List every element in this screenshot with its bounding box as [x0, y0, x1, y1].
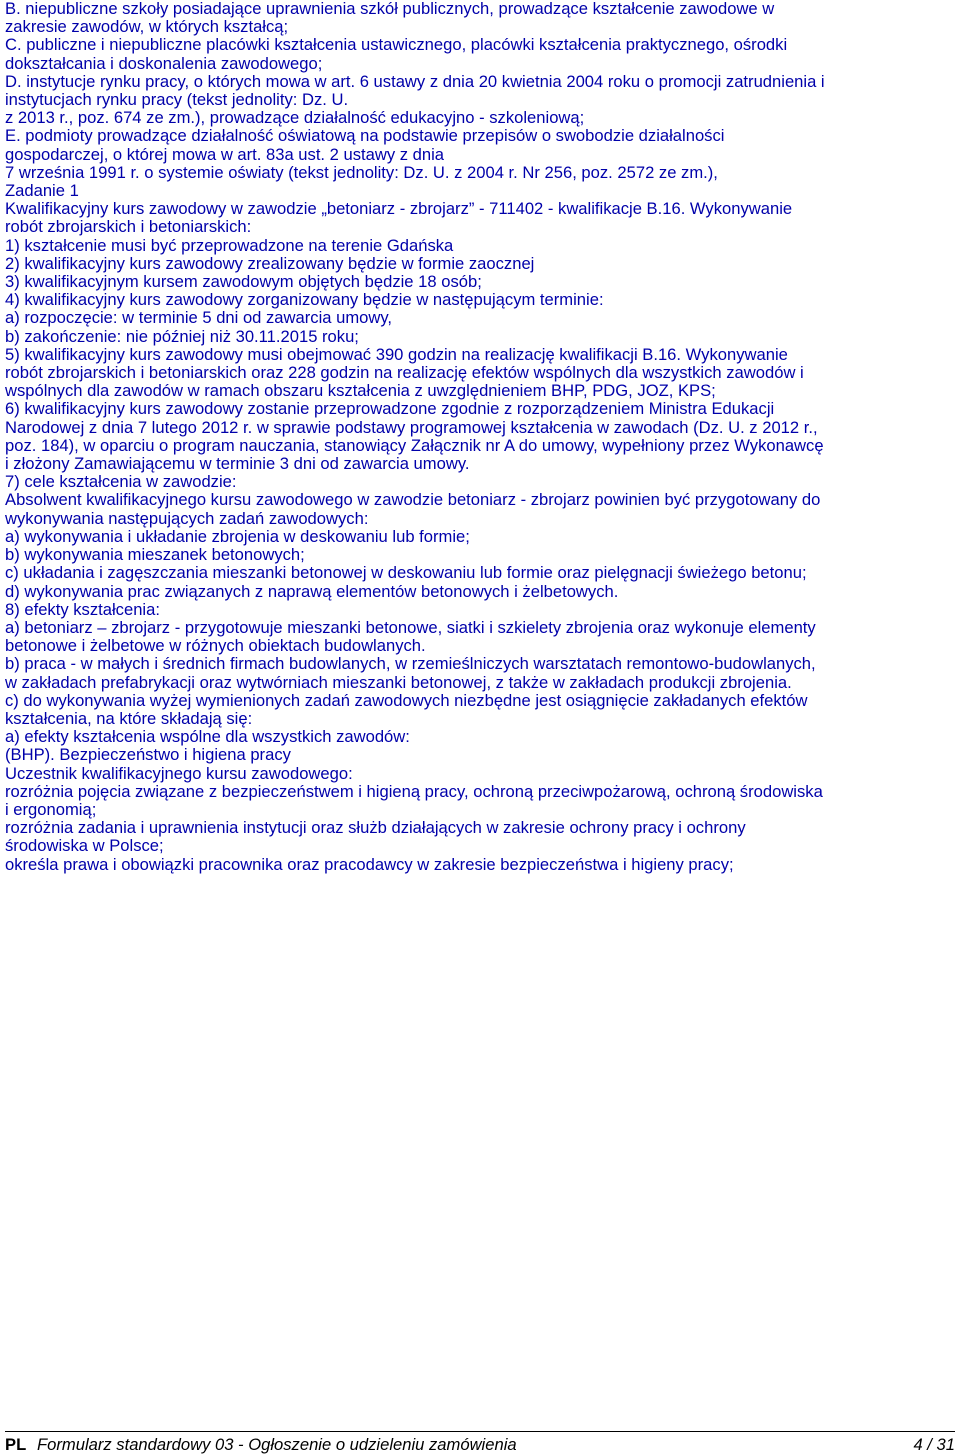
- document-line: wspólnych dla zawodów w ramach obszaru kształcenia z uwzględnieniem BHP, PDG, JOZ, KPS;: [5, 381, 716, 401]
- document-line: 8) efekty kształcenia:: [5, 599, 160, 619]
- document-line: b) zakończenie: nie później niż 30.11.2015 roku;: [5, 326, 359, 346]
- document-line: a) rozpoczęcie: w terminie 5 dni od zawarcia umowy,: [5, 308, 393, 328]
- footer-form-title: Formularz standardowy 03 - Ogłoszenie o udzieleniu zamówienia: [37, 1435, 517, 1454]
- document-line: robót zbrojarskich i betoniarskich:: [5, 217, 252, 237]
- document-line: b) praca - w małych i średnich firmach budowlanych, w rzemieślniczych warsztatach remontowo-budowlanych,: [5, 654, 816, 674]
- document-line: E. podmioty prowadzące działalność oświatową na podstawie przepisów o swobodzie działalności: [5, 126, 725, 146]
- document-line: a) wykonywania i układanie zbrojenia w deskowaniu lub formie;: [5, 526, 470, 546]
- document-line: B. niepubliczne szkoły posiadające uprawnienia szkół publicznych, prowadzące kształcenie zawodowe w: [5, 0, 775, 18]
- document-line: Absolwent kwalifikacyjnego kursu zawodowego w zawodzie betoniarz - zbrojarz powinien być przygotowany do: [5, 490, 821, 510]
- document-body: [5, 0, 955, 874]
- document-line: Uczestnik kwalifikacyjnego kursu zawodowego:: [5, 763, 353, 783]
- document-line: d) wykonywania prac związanych z naprawą elementów betonowych i żelbetowych.: [5, 581, 619, 601]
- document-line: 5) kwalifikacyjny kurs zawodowy musi obejmować 390 godzin na realizację kwalifikacji B.16. Wykonywanie: [5, 344, 788, 364]
- document-line: instytucjach rynku pracy (tekst jednolity: Dz. U.: [5, 90, 349, 110]
- document-line: c) do wykonywania wyżej wymienionych zadań zawodowych niezbędne jest osiągnięcie zakładanych efektów: [5, 690, 808, 710]
- document-line: D. instytucje rynku pracy, o których mowa w art. 6 ustawy z dnia 20 kwietnia 2004 roku o promocji zatrudnienia i: [5, 71, 825, 91]
- document-line: 6) kwalifikacyjny kurs zawodowy zostanie przeprowadzone zgodnie z rozporządzeniem Ministra Edukacji: [5, 399, 775, 419]
- footer-language-code: PL: [5, 1435, 27, 1454]
- document-line: 2) kwalifikacyjny kurs zawodowy zrealizowany będzie w formie zaocznej: [5, 253, 535, 273]
- document-line: Zadanie 1: [5, 181, 79, 201]
- footer-divider: [5, 1431, 955, 1432]
- document-line: robót zbrojarskich i betoniarskich oraz 228 godzin na realizację efektów wspólnych dla wszystkich zawodów i: [5, 363, 804, 383]
- document-line: i złożony Zamawiającemu w terminie 3 dni od zawarcia umowy.: [5, 454, 470, 474]
- document-line: betonowe i żelbetowe w różnych obiektach budowlanych.: [5, 636, 426, 656]
- document-line: poz. 184), w oparciu o program nauczania, stanowiący Załącznik nr A do umowy, wypełniony przez Wykonawcę: [5, 435, 824, 455]
- document-line: określa prawa i obowiązki pracownika oraz pracodawcy w zakresie bezpieczeństwa i higieny pracy;: [5, 854, 734, 874]
- document-line: środowiska w Polsce;: [5, 836, 164, 856]
- document-line: gospodarczej, o której mowa w art. 83a ust. 2 ustawy z dnia: [5, 144, 445, 164]
- document-line: rozróżnia pojęcia związane z bezpieczeństwem i higieną pracy, ochroną przeciwpożarową, ochroną środowiska: [5, 781, 823, 801]
- document-line: 4) kwalifikacyjny kurs zawodowy zorganizowany będzie w następującym terminie:: [5, 290, 604, 310]
- page-footer: [5, 1436, 955, 1454]
- document-line: i ergonomią;: [5, 799, 97, 819]
- document-line: 7) cele kształcenia w zawodzie:: [5, 472, 237, 492]
- document-line: rozróżnia zadania i uprawnienia instytucji oraz służb działających w zakresie ochrony pracy i ochrony: [5, 818, 746, 838]
- document-line: Narodowej z dnia 7 lutego 2012 r. w sprawie podstawy programowej kształcenia w zawodach (Dz. U. z 2012 r.,: [5, 417, 818, 437]
- document-line: b) wykonywania mieszanek betonowych;: [5, 545, 305, 565]
- document-line: a) betoniarz – zbrojarz - przygotowuje mieszanki betonowe, siatki i szkielety zbrojenia oraz wykonuje elementy: [5, 617, 816, 637]
- document-line: dokształcania i doskonalenia zawodowego;: [5, 53, 323, 73]
- document-line: w zakładach prefabrykacji oraz wytwórniach mieszanki betonowej, z także w zakładach produkcji zbrojenia.: [5, 672, 792, 692]
- document-line: wykonywania następujących zadań zawodowych:: [5, 508, 369, 528]
- document-line: z 2013 r., poz. 674 ze zm.), prowadzące działalność edukacyjno - szkoleniową;: [5, 108, 585, 128]
- document-line: c) układania i zagęszczania mieszanki betonowej w deskowaniu lub formie oraz pielęgnacji świeżego betonu;: [5, 563, 807, 583]
- document-line: 3) kwalifikacyjnym kursem zawodowym objętych będzie 18 osób;: [5, 272, 482, 292]
- document-line: (BHP). Bezpieczeństwo i higiena pracy: [5, 745, 291, 765]
- document-line: Kwalifikacyjny kurs zawodowy w zawodzie „betoniarz - zbrojarz” - 711402 - kwalifikacje B.16. Wykonywanie: [5, 199, 793, 219]
- document-line: 7 września 1991 r. o systemie oświaty (tekst jednolity: Dz. U. z 2004 r. Nr 256, poz. 2572 ze zm.),: [5, 162, 718, 182]
- footer-page-number: 4 / 31: [913, 1435, 955, 1454]
- document-line: zakresie zawodów, w których kształcą;: [5, 17, 289, 37]
- document-line: C. publiczne i niepubliczne placówki kształcenia ustawicznego, placówki kształcenia praktycznego, ośrodki: [5, 35, 788, 55]
- document-line: 1) kształcenie musi być przeprowadzone na terenie Gdańska: [5, 235, 454, 255]
- document-line: kształcenia, na które składają się:: [5, 708, 253, 728]
- document-line: a) efekty kształcenia wspólne dla wszystkich zawodów:: [5, 727, 410, 747]
